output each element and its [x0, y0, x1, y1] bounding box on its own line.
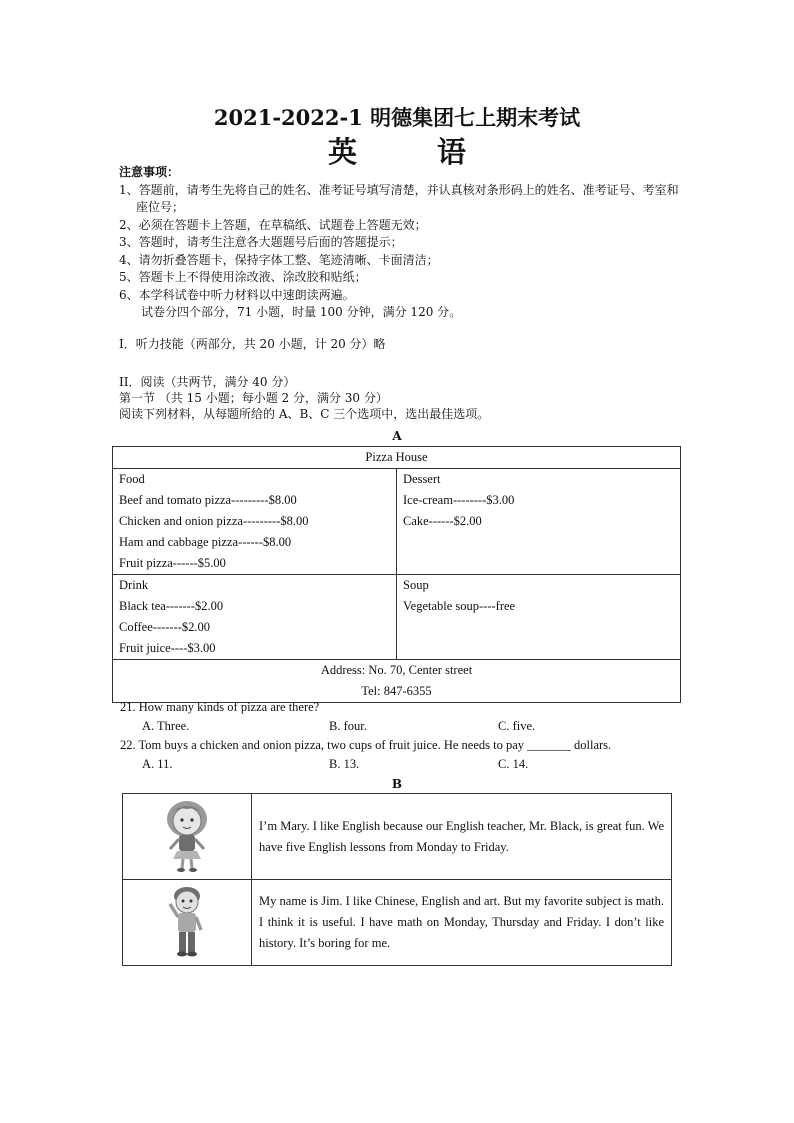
address-cell [113, 660, 681, 703]
note-item: 3、答题时，请考生注意各大题题号后面的答题提示； [119, 235, 403, 249]
exam-title: 2021-2022-1 明德集团七上期末考试 [213, 105, 581, 130]
section-2-title: II．阅读（共两节，满分 40 分） [119, 375, 296, 389]
section-2-instruction: 阅读下列材料，从每题所给的 A、B、C 三个选项中，选出最佳选项。 [119, 407, 490, 421]
note-item: 2、必须在答题卡上答题，在草稿纸、试题卷上答题无效； [119, 217, 427, 232]
notes-heading: 注意事项： [119, 165, 180, 179]
dessert-title: Dessert [403, 472, 441, 486]
question-21-option-b: B. four. [329, 719, 367, 733]
mary-text: I’m Mary. I like English because our English teacher, Mr. Black, is great fun. We have five English lessons from Monday to Friday. [252, 794, 672, 880]
address-text: Address: No. 70, Center street [320, 663, 473, 677]
food-title: Food [119, 472, 145, 486]
food-item: Chicken and onion pizza---------$8.00 [119, 514, 309, 528]
menu-header: Pizza House [113, 447, 681, 469]
passage-b-label: B [391, 777, 403, 791]
subject-char-2: 语 [437, 135, 467, 169]
question-22-option-b: B. 13. [329, 757, 360, 771]
girl-figure-cell [123, 794, 252, 880]
food-item: Fruit pizza------$5.00 [119, 556, 226, 570]
drink-item: Black tea-------$2.00 [119, 599, 224, 613]
girl-figure-icon [157, 797, 217, 873]
jim-text: My name is Jim. I like Chinese, English and art. But my favorite subject is math. I think it is useful. I have math on Monday, Thursday and Friday. I don’t like history. It’s boring for me. [252, 880, 672, 966]
dessert-item: Cake------$2.00 [403, 514, 482, 528]
boy-figure-cell [123, 880, 252, 966]
exam-info: 试卷分四个部分，71 小题，时量 100 分钟，满分 120 分。 [141, 305, 462, 319]
subject-char-1: 英 [327, 135, 357, 169]
soup-cell [397, 575, 681, 660]
dessert-cell [397, 469, 681, 575]
note-item: 5、答题卡上不得使用涂改液、涂改胶和贴纸； [119, 270, 367, 284]
note-item: 6、本学科试卷中听力材料以中速朗读两遍。 [119, 287, 355, 302]
table-row [123, 794, 672, 880]
question-22-stem: 22. Tom buys a chicken and onion pizza, two cups of fruit juice. He needs to pay _______ dollars. [120, 738, 612, 752]
drink-cell [113, 575, 397, 660]
section-2-part: 第一节 （共 15 小题；每小题 2 分，满分 30 分） [119, 391, 388, 405]
note-item: 4、请勿折叠答题卡，保持字体工整、笔迹清晰、卡面清洁； [119, 252, 439, 267]
question-21-option-a: A. Three. [142, 719, 190, 733]
dessert-item: Ice-cream--------$3.00 [403, 493, 515, 507]
soup-item: Vegetable soup----free [403, 599, 516, 613]
drink-item: Fruit juice----$3.00 [119, 641, 216, 655]
people-table [122, 793, 672, 966]
food-cell [113, 469, 397, 575]
note-item: 1、答题前，请考生先将自己的姓名、准考证号填写清楚，并认真核对条形码上的姓名、准考证号、考室和座位号； [119, 182, 679, 214]
section-1-heading: I．听力技能（两部分，共 20 小题，计 20 分）略 [119, 337, 386, 351]
food-item: Ham and cabbage pizza------$8.00 [119, 535, 292, 549]
notes-block [119, 164, 689, 322]
table-row [123, 880, 672, 966]
question-21-stem: 21. How many kinds of pizza are there? [120, 700, 320, 714]
tel-text: Tel: 847-6355 [361, 684, 432, 698]
question-21-option-c: C. five. [498, 719, 536, 733]
soup-title: Soup [403, 578, 429, 592]
drink-item: Coffee-------$2.00 [119, 620, 211, 634]
question-22-option-c: C. 14. [498, 757, 529, 771]
question-22-option-a: A. 11. [142, 757, 173, 771]
food-item: Beef and tomato pizza---------$8.00 [119, 493, 297, 507]
boy-figure-icon [157, 882, 217, 960]
pizza-menu-table [112, 446, 681, 703]
section-2-block [119, 374, 489, 422]
drink-title: Drink [119, 578, 149, 592]
passage-a-label: A [392, 429, 402, 443]
